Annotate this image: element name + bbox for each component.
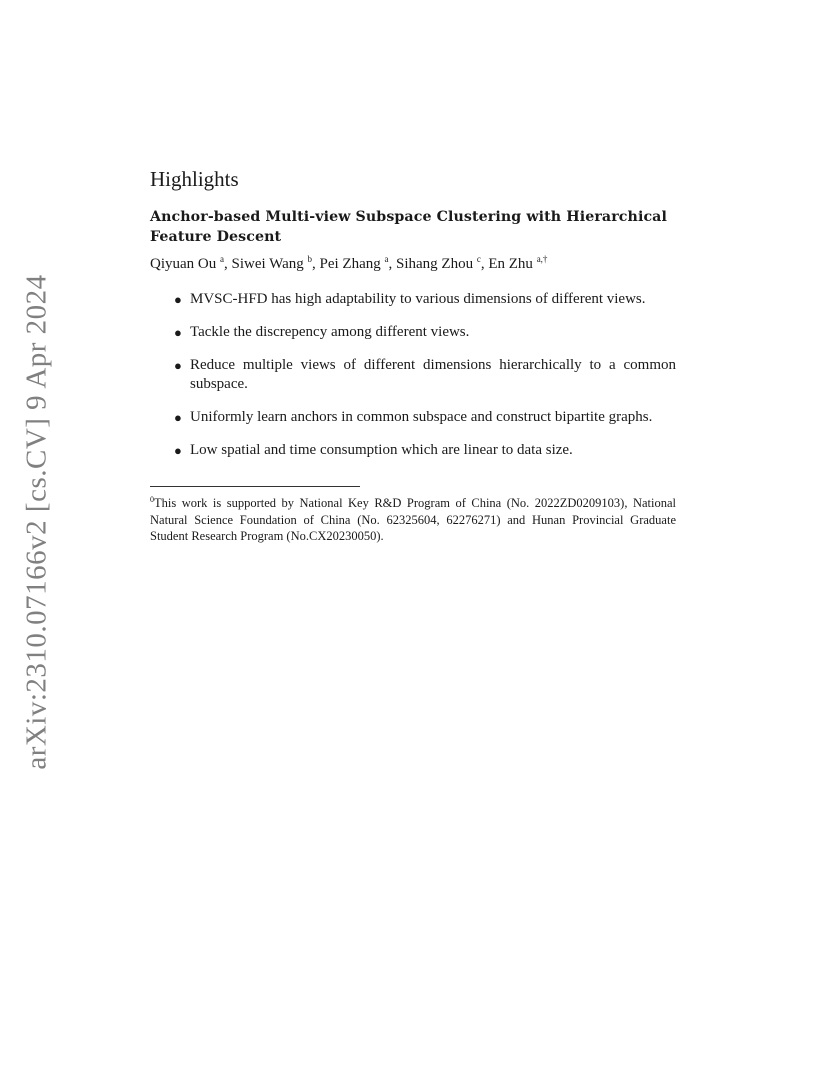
highlights-section bbox=[150, 165, 676, 545]
author-affiliation: a bbox=[220, 254, 224, 264]
author-name: En Zhu bbox=[488, 256, 533, 272]
author-affiliation: b bbox=[307, 254, 313, 264]
footnote-text: This work is supported by National Key R&D Program of China (No. 2022ZD0209103), National Natural Science Foundation of China (No. 62325604, 62276271) and Hunan Provincial Graduate Student Research Program (No.CX20230050). bbox=[150, 496, 676, 543]
bullet-icon: ● bbox=[174, 325, 182, 340]
footnote-marker: 0 bbox=[150, 495, 154, 504]
author-list: Qiyuan Ou $^a$, Siwei Wang $^b$, Pei Zhang $^a$, Sihang Zhou $^c$, En Zhu $^{a,\dagger}$ bbox=[150, 254, 548, 272]
highlight-item: ● Low spatial and time consumption which are linear to data size. bbox=[174, 442, 573, 458]
footnote-divider bbox=[150, 486, 360, 487]
highlight-item: ● MVSC-HFD has high adaptability to various dimensions of different views. bbox=[174, 291, 646, 307]
author-name: Pei Zhang bbox=[319, 256, 381, 272]
highlight-item: ● Uniformly learn anchors in common subspace and construct bipartite graphs. bbox=[174, 409, 653, 425]
bullet-icon: ● bbox=[174, 358, 182, 373]
author-name: Siwei Wang bbox=[231, 256, 304, 272]
paper-title: Anchor-based Multi-view Subspace Clustering with Hierarchical Feature Descent bbox=[150, 209, 667, 245]
author-affiliation: a,† bbox=[536, 254, 548, 264]
bullet-icon: ● bbox=[174, 410, 182, 425]
footnote bbox=[150, 495, 676, 545]
arxiv-identifier: arXiv:2310.07166v2 [cs.CV] 9 Apr 2024 bbox=[20, 274, 53, 770]
highlight-item: ● Tackle the discrepency among different views. bbox=[174, 324, 470, 340]
highlights-heading: Highlights bbox=[150, 167, 239, 191]
highlight-item: ● Reduce multiple views of different dimensions hierarchically to a common subspace. bbox=[174, 357, 676, 392]
author-name: Qiyuan Ou bbox=[150, 256, 217, 272]
author-name: Sihang Zhou bbox=[396, 256, 474, 272]
author-affiliation: c bbox=[476, 254, 481, 264]
bullet-icon: ● bbox=[174, 443, 182, 458]
highlight-list bbox=[150, 290, 676, 460]
bullet-icon: ● bbox=[174, 292, 182, 307]
author-affiliation: a bbox=[384, 254, 389, 264]
